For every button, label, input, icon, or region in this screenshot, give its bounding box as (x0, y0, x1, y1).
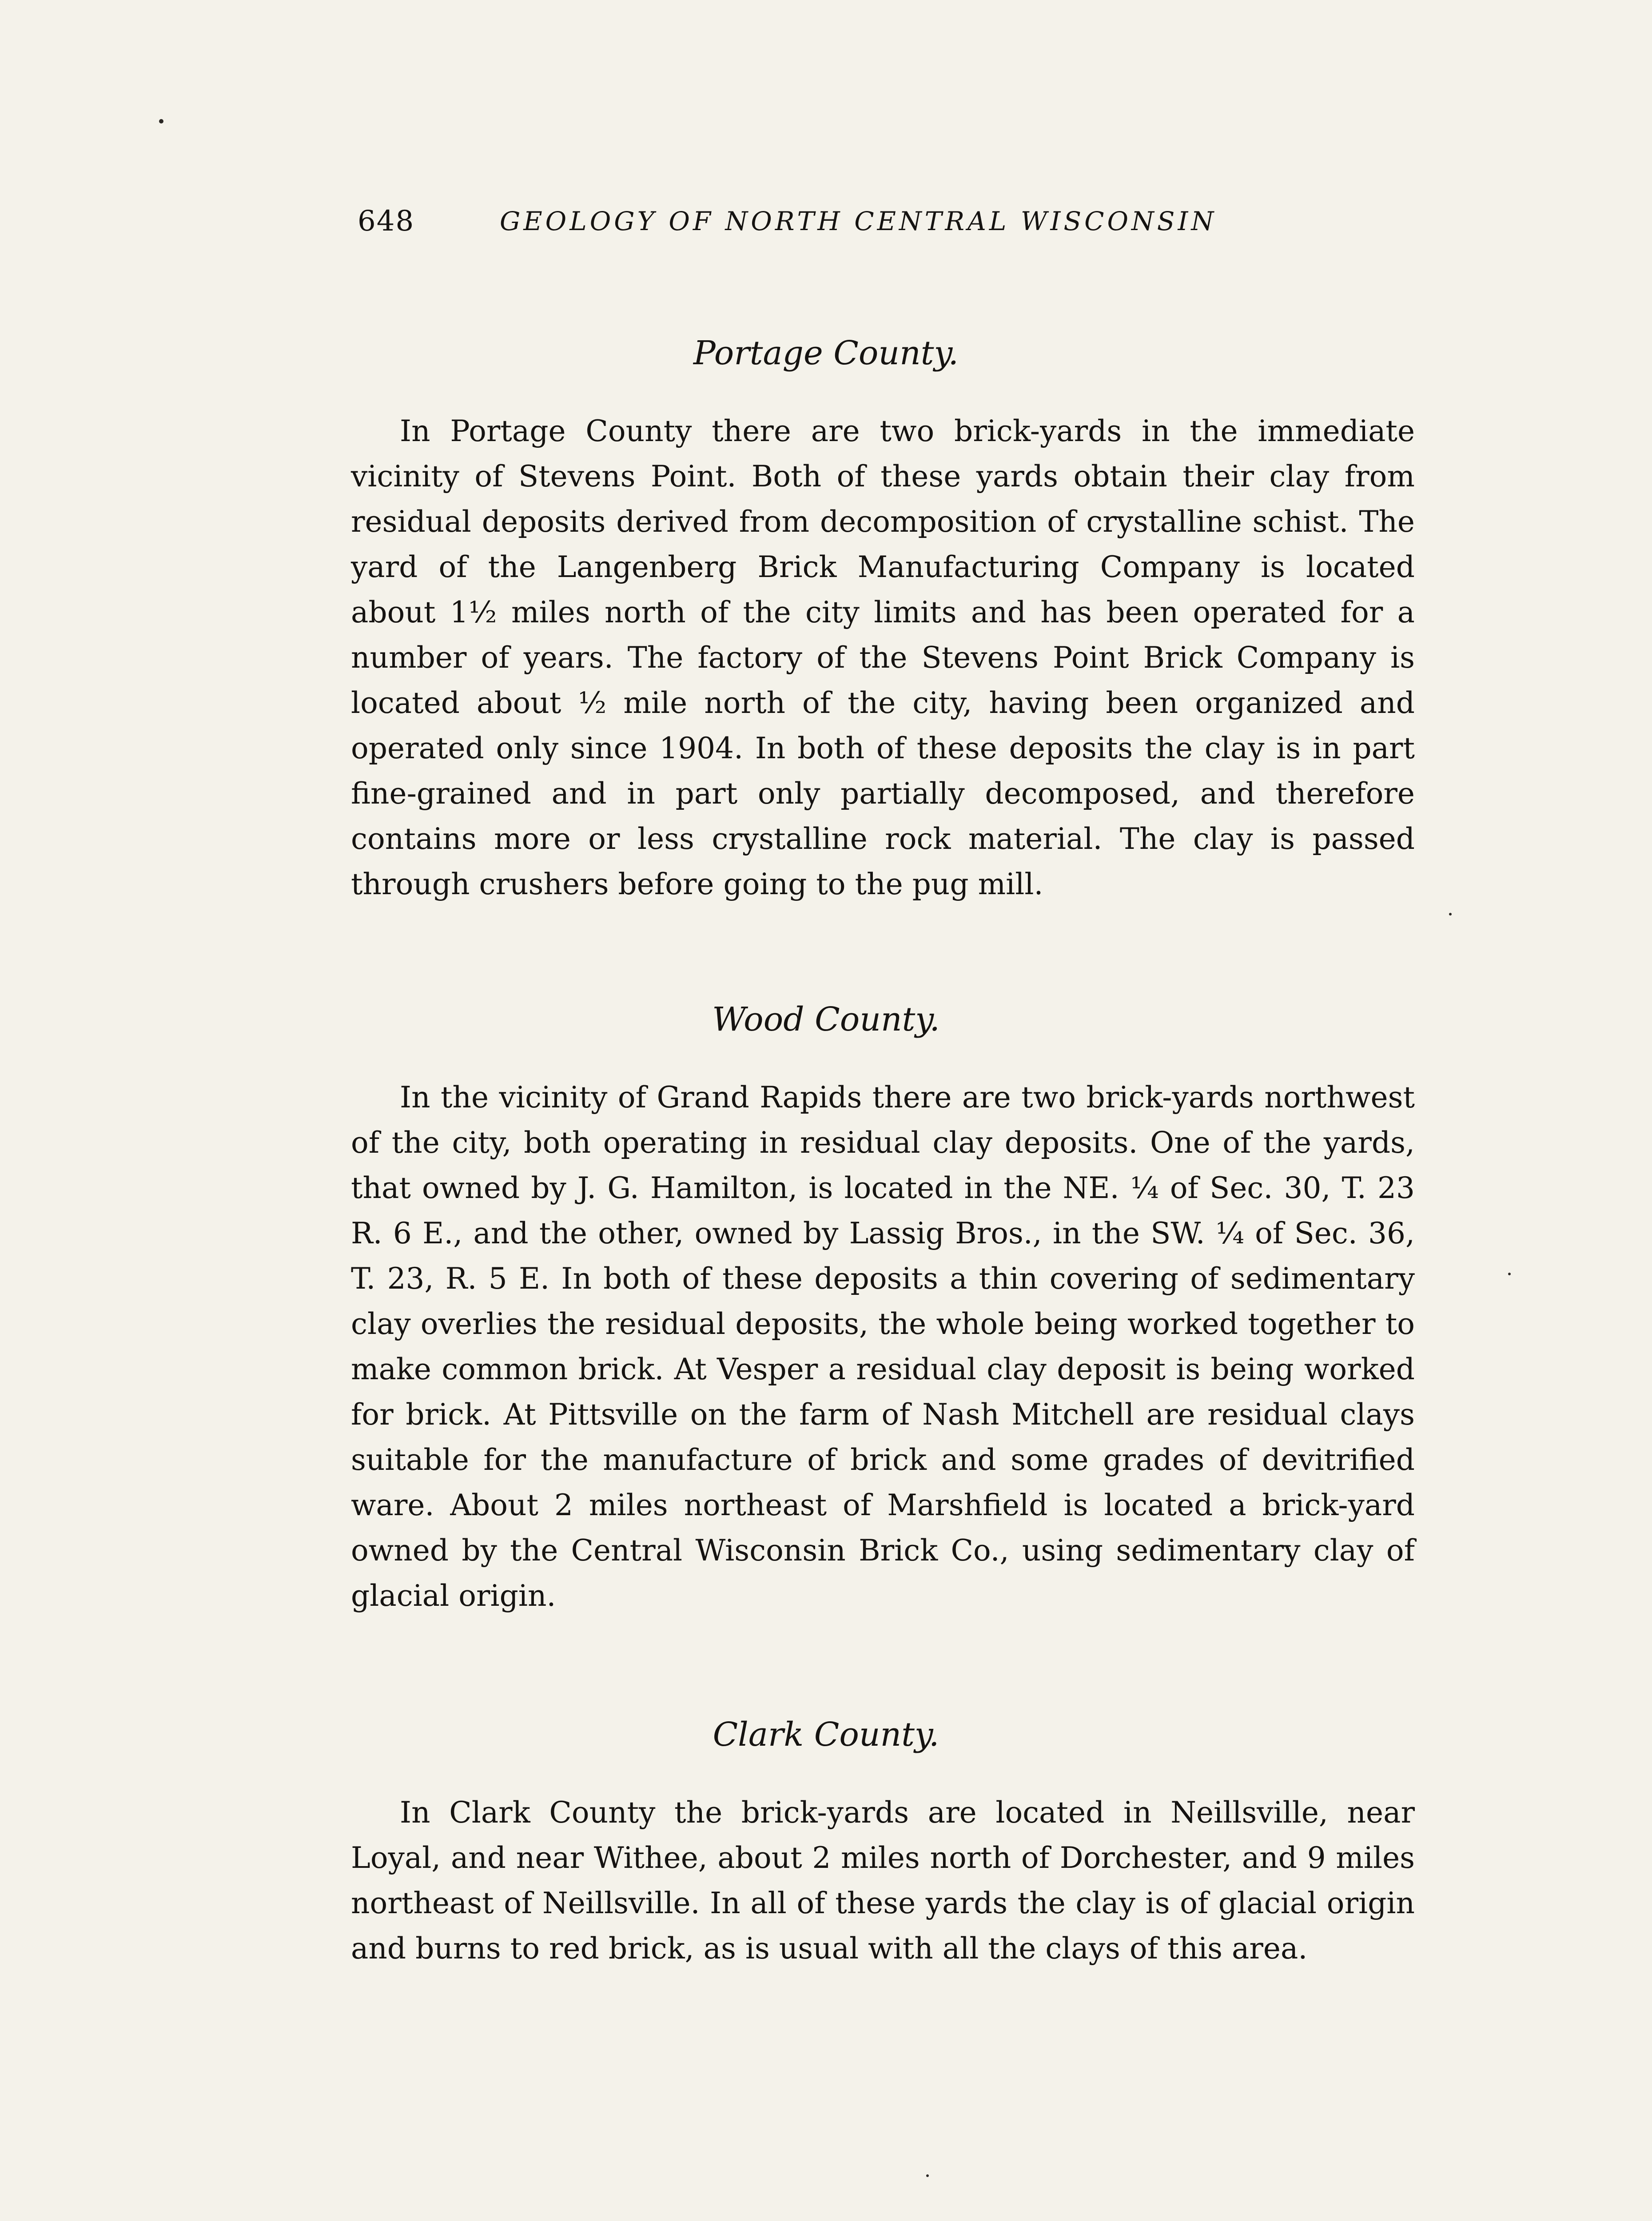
paragraph-clark: In Clark County the brick-yards are located in Neillsville, near Loyal, and near Withee, about 2 miles north of Dorchester, and 9 miles northeast of Neillsville. In all of these yards the clay is of glacial origin and burns to red brick, as is usual with all the clays of this area. (351, 1795, 1415, 1966)
running-head (358, 199, 1424, 243)
section-heading-clark: Clark County. (713, 1716, 939, 1754)
scan-speck (1508, 1273, 1511, 1275)
scan-speck (926, 2174, 929, 2177)
paragraph-wood: In the vicinity of Grand Rapids there are two brick-yards northwest of the city, both operating in residual clay deposits. One of the yards, that owned by J. G. Hamilton, is located in the NE. ¼ of Sec. 30, T. 23 R. 6 E., and the other, owned by Lassig Bros., in the SW. ¼ of Sec. 36, T. 23, R. 5 E. In both of these deposits a thin covering of sedimentary clay overlies the residual deposits, the whole being worked together to make common brick. At Vesper a residual clay deposit is being worked for brick. At Pittsville on the farm of Nash Mitchell are residual clays suitable for the manufacture of brick and some grades of devitrified ware. About 2 miles northeast of Marshfield is located a brick-yard owned by the Central Wisconsin Brick Co., using sedimentary clay of glacial origin. (351, 1080, 1415, 1613)
scan-speck (159, 119, 163, 123)
section-heading-wood: Wood County. (712, 1000, 940, 1039)
page-number: 648 (358, 205, 415, 238)
running-title: GEOLOGY OF NORTH CENTRAL WISCONSIN (500, 206, 1217, 236)
paragraph-portage: In Portage County there are two brick-yards in the immediate vicinity of Stevens Point. Both of these yards obtain their clay from residual deposits derived from decomposition of crystalline schist. The yard of the Langenberg Brick Manufacturing Company is located about 1½ miles north of the city limits and has been operated for a number of years. The factory of the Stevens Point Brick Company is located about ½ mile north of the city, having been organized and operated only since 1904. In both of these deposits the clay is in part fine-grained and in part only partially decomposed, and therefore contains more or less crystalline rock material. The clay is passed through crushers before going to the pug mill. (351, 414, 1415, 901)
section-heading-portage: Portage County. (693, 334, 959, 372)
scan-speck (1449, 913, 1452, 915)
